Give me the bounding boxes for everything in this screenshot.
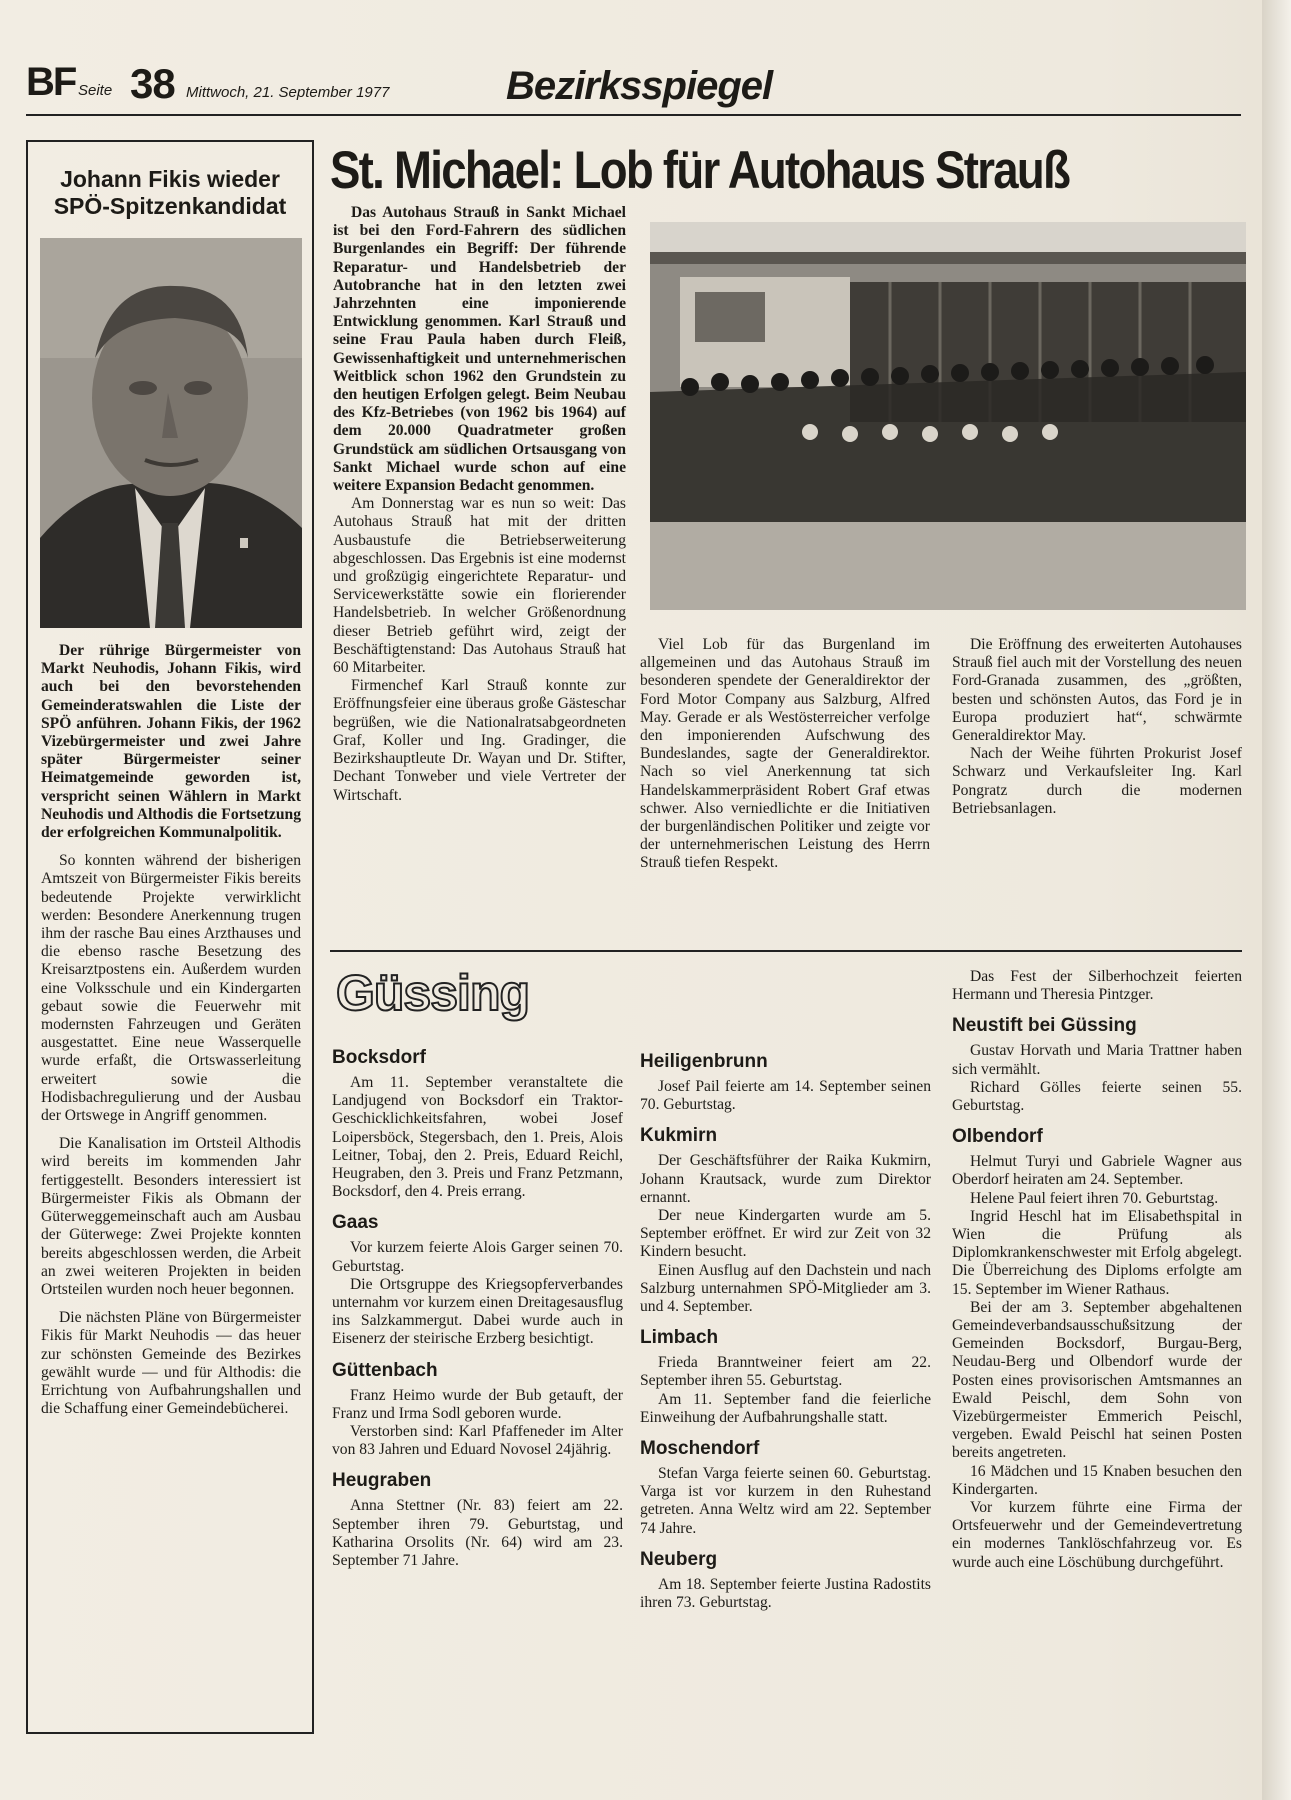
news-item: Richard Gölles feierte seinen 55. Geburtstag. [952, 1078, 1242, 1115]
subhead: Heugraben [332, 1470, 432, 1492]
sidebar-text [41, 642, 301, 1418]
news-item: Der neue Kindergarten wurde am 5. September eröffnet. Er wird zur Zeit von 32 Kindern besucht. [640, 1207, 931, 1261]
subhead: Güttenbach [332, 1359, 438, 1381]
subhead: Kukmirn [640, 1125, 718, 1147]
article-lead: Das Autohaus Strauß in Sankt Michael ist bei den Ford-Fahrern des südlichen Burgenlandes ein Begriff: Der führende Reparatur- und Handelsbetrieb der Autobranche hat in den letzten zwei Jahrzehnten eine imponierende Entwicklung genommen. Karl Strauß und seine Frau Paula haben durch Fleiß, Gewissenhaftigkeit und unternehmerischen Weitblick schon 1962 den Grundstein zu den heutigen Erfolgen gelegt. Beim Neubau des Kfz-Betriebes (von 1962 bis 1964) auf dem 20.000 Quadratmeter großen Grundstück am südlichen Ortsausgang von Sankt Michael wurde schon auf eine weitere Expansion Bedacht genommen. [333, 204, 626, 495]
sidebar-lead: Der rührige Bürgermeister von Markt Neuhodis, Johann Fikis, wird auch bei den bevorstehenden Gemeinderatswahlen die Liste der SPÖ anführen. Johann Fikis, der 1962 Vizebürgermeister und zwei Jahre später Bürgermeister seiner Heimatgemeinde geworden ist, verspricht seinen Wählern in Markt Neuhodis und Althodis die Fortsetzung der erfolgreichen Kommunalpolitik. [41, 642, 301, 842]
masthead-logo: BF [26, 60, 76, 104]
news-item: Einen Ausflug auf den Dachstein und nach Salzburg unternahmen SPÖ-Mitglieder am 3. und 4. September. [640, 1261, 931, 1316]
sidebar-paragraph: So konnten während der bisherigen Amtszeit von Bürgermeister Fikis bereits bedeutende Projekte verwirklicht werden: Besondere Anerkennung trugen ihm der rasche Bau eines Arzthauses und die ebenso rasche Besetzung des Kreisarztpostens ein. Außerdem wurden eine Volksschule und ein Kindergarten gebaut sowie die Feuerwehr mit modernsten Fahrzeugen und Geräten ausgestattet. Eine neue Wasserquelle wurde erfaßt, die Ortswasserleitung erweitert sowie die Hodisbachregulierung und der Ausbau der Ortswege in Angriff genommen. [41, 852, 301, 1125]
group-photo [650, 222, 1246, 610]
masthead [26, 58, 1241, 116]
news-item: Der Geschäftsführer der Raika Kukmirn, Johann Krautsack, wurde zum Direktor ernannt. [640, 1152, 931, 1206]
news-item: Am 11. September veranstaltete die Landjugend von Bocksdorf ein Traktor-Geschicklichkeitsfahren, wobei Josef Loipersböck, Stegersbach, den 1. Preis, Alois Leitner, Tobaj, den 2. Preis, Eduard Reichl, Heugraben, den 3. Preis und Franz Petzmann, Bocksdorf, den 4. Preis errang. [332, 1074, 623, 1201]
news-item: Verstorben sind: Karl Pfaffeneder im Alter von 83 Jahren und Eduard Novosel 24jährig. [332, 1423, 623, 1459]
guessing-column-2 [640, 1050, 931, 1612]
news-item: Das Fest der Silberhochzeit feierten Hermann und Theresia Pintzger. [952, 968, 1242, 1004]
article-paragraph: Viel Lob für das Burgenland im allgemeinen und das Autohaus Strauß im besonderen spendete der Generaldirektor der Ford Motor Company aus Salzburg, Alfred May. Gerade er als Westösterreicher verfolge den imponierenden Aufschwung des Bundeslandes, sagte der Generaldirektor. Nach so viel Anerkennung tat sich Handelskammerpräsident Robert Graf etwas schwer. Also verniedlichte er die Initiativen der burgenländischen Politiker und zeigte vor der unternehmerischen Leistung des Herrn Strauß tiefen Respekt. [640, 636, 930, 872]
guessing-column-3 [952, 968, 1242, 1572]
news-item: Ingrid Heschl hat im Elisabethspital in Wien die Prüfung als Diplomkrankenschwester mit Erfolg abgelegt. Die Überreichung des Diploms erfolgte am 15. September im Wiener Rathaus. [952, 1207, 1242, 1298]
subhead: Limbach [640, 1327, 719, 1349]
subhead: Moschendorf [640, 1438, 760, 1460]
article-headline: St. Michael: Lob für Autohaus Strauß [330, 141, 1070, 200]
masthead-section: Bezirksspiegel [506, 64, 773, 108]
news-item: Anna Stettner (Nr. 83) feiert am 22. September ihren 79. Geburtstag, und Katharina Orsolits (Nr. 64) wird am 23. September 71 Jahre. [332, 1497, 623, 1570]
article-column-3 [952, 636, 1242, 818]
article-paragraph: Die Eröffnung des erweiterten Autohauses Strauß fiel auch mit der Vorstellung des neuen Ford-Granada zusammen, des „größten, besten und schönsten Autos, das Ford je in Europa produziert hat“, schwärmte Generaldirektor May. [952, 636, 1242, 745]
subhead: Neustift bei Güssing [952, 1015, 1137, 1037]
sidebar-headline: Johann Fikis wieder SPÖ-Spitzenkandidat [53, 166, 287, 219]
subhead: Bocksdorf [332, 1047, 426, 1068]
page-edge [1262, 0, 1291, 1800]
guessing-column-1 [332, 1046, 623, 1570]
news-item: Frieda Branntweiner feiert am 22. September ihren 55. Geburtstag. [640, 1354, 931, 1390]
news-item: Am 18. September feierte Justina Radostits ihren 73. Geburtstag. [640, 1575, 931, 1612]
guessing-section-title: Güssing [336, 965, 530, 1021]
sidebar-box [26, 140, 314, 1734]
masthead-page-number: 38 [130, 60, 175, 107]
news-item: Vor kurzem feierte Alois Garger seinen 70. Geburtstag. [332, 1239, 623, 1275]
subhead: Gaas [332, 1212, 379, 1234]
article-paragraph: Firmenchef Karl Strauß konnte zur Eröffnungsfeier eine überaus große Gästeschar begrüßen, wie die Nationalratsabgeordneten Graf, Koller und Ing. Gradinger, die Bezirkshauptleute Dr. Wayan und Dr. Stifter, Dechant Tonweber und viele Vertreter der Wirtschaft. [333, 677, 626, 804]
news-item: Am 11. September fand die feierliche Einweihung der Aufbahrungshalle statt. [640, 1390, 931, 1426]
article-column-2 [640, 636, 930, 873]
news-item: Bei der am 3. September abgehaltenen Gemeindeverbandsausschußsitzung der Gemeinden Bocksdorf, Burgau-Berg, Neudau-Berg und Olbendorf wurde der Posten eines provisorischen Amtsmannes an Ewald Peischl, dem Sohn von Vizebürgermeister Emmerich Peischl, vergeben. Ewald Peischl hat seinen Posten bereits angetreten. [952, 1298, 1242, 1462]
news-item: 16 Mädchen und 15 Knaben besuchen den Kindergarten. [952, 1462, 1242, 1498]
news-item: Helene Paul feiert ihren 70. Geburtstag. [970, 1189, 1219, 1207]
news-item: Die Ortsgruppe des Kriegsopferverbandes unternahm vor kurzem einen Dreitagesausflug ins Salzkammergut. Dabei wurde auch in Eisenerz der steirische Erzberg besichtigt. [332, 1275, 623, 1348]
news-item: Josef Pail feierte am 14. September seinen 70. Geburtstag. [640, 1078, 931, 1114]
article-column-1 [333, 204, 626, 805]
news-item: Franz Heimo wurde der Bub getauft, der Franz und Irma Sodl geboren wurde. [332, 1386, 623, 1422]
masthead-date: Mittwoch, 21. September 1977 [186, 84, 390, 101]
article-paragraph: Am Donnerstag war es nun so weit: Das Autohaus Strauß hat mit der dritten Ausbaustufe die Betriebserweiterung abgeschlossen. Das Ergebnis ist eine modernst und großzügig eingerichtete Reparatur- und Servicewerkstätte sowie ein florierender Handelsbetrieb. In welcher Größenordnung dieser Betrieb geführt wird, zeigt der Beschäftigtenstand: Das Autohaus Strauß hat 60 Mitarbeiter. [333, 495, 626, 677]
news-item: Vor kurzem führte eine Firma der Ortsfeuerwehr und der Gemeindevertretung ein modernes Tanklöschfahrzeug vor. Es wurde auch eine Löschübung durchgeführt. [952, 1499, 1242, 1571]
news-item: Stefan Varga feierte seinen 60. Geburtstag. Varga ist vor kurzem in den Ruhestand getreten. Anna Weltz wird am 22. September 74 Jahre. [640, 1465, 931, 1537]
subhead: Heiligenbrunn [640, 1051, 768, 1072]
section-divider [330, 950, 1242, 952]
subhead: Olbendorf [952, 1126, 1043, 1148]
portrait-photo [40, 238, 302, 628]
masthead-seite: Seite [78, 82, 113, 99]
article-paragraph: Nach der Weihe führten Prokurist Josef Schwarz und Verkaufsleiter Ing. Karl Pongratz durch die modernen Betriebsanlagen. [952, 745, 1242, 817]
news-item: Gustav Horvath und Maria Trattner haben sich vermählt. [952, 1042, 1242, 1078]
subhead: Neuberg [640, 1548, 718, 1570]
sidebar-paragraph: Die Kanalisation im Ortsteil Althodis wird bereits im kommenden Jahr fertiggestellt. Besonders interessiert ist Bürgermeister Fikis als Obmann der Güterweggemeinschaft auch am Ausbau der Güterwege: Zwei Projekte konnten bereits abgeschlossen werden, die Arbeit an zwei weiteren Projekten in beiden Ortsteilen wurden noch heuer begonnen. [41, 1135, 301, 1298]
news-item: Helmut Turyi und Gabriele Wagner aus Oberdorf heiraten am 24. September. [952, 1153, 1242, 1189]
sidebar-paragraph: Die nächsten Pläne von Bürgermeister Fikis für Markt Neuhodis — das heuer zur schönsten Gemeinde des Bezirkes gewählt wurde — und für Althodis: die Errichtung von Aufbahrungshallen und die Schaffung einer Gemeindebücherei. [41, 1309, 301, 1418]
